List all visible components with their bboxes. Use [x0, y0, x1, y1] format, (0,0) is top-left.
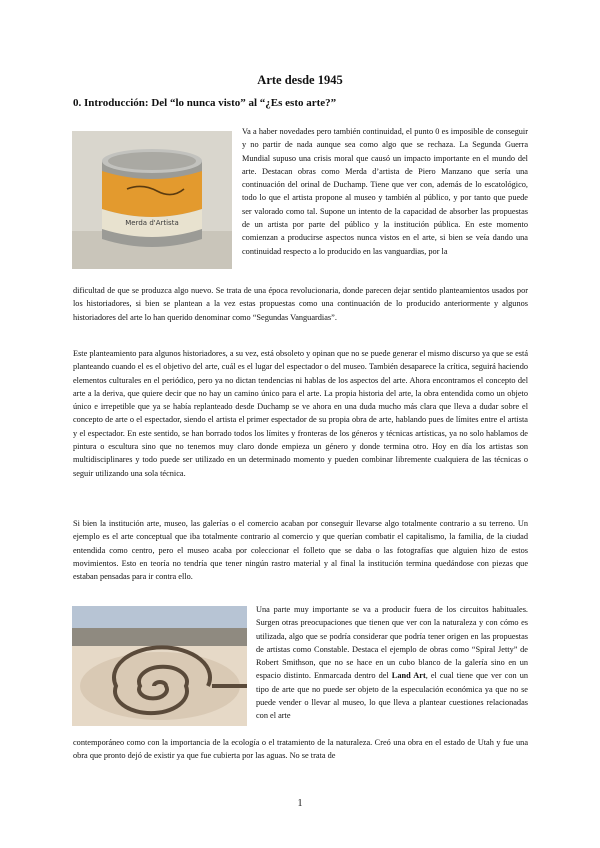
paragraph-2	[73, 347, 528, 480]
merda-d-artista-image	[72, 131, 232, 269]
paragraph-4-full-text: contemporáneo como con la importancia de la ecología o el tratamiento de la naturaleza. Creó una obra en el estado de Utah y fue una obra que pronto dejó de existir ya que fue cubierta por las aguas. No se trata de	[73, 738, 528, 761]
paragraph-2-text: Este planteamiento para algunos historiadores, a su vez, está obsoleto y opinan que no se puede generar el mismo discurso ya que se está planteando cuando el es el objetivo del arte, cuál es el lugar del espectador o del museo. También desaparece la crítica, seguirá haciendo elementos culturales en el periódico, pero ya no dictan tendencias ni hablas de los aspectos del arte. Ahora encontramos el concepto del arte a la deriva, que quiere decir que no hay un camino único para el arte. La propia historia del arte, la obra entendida como un objeto único e irrepetible que ya se había replanteado desde Duchamp se ve ahora en una duda mucho más clara que lleva a dudar sobre el concepto de arte o el espectador, siendo el artista el primer espectador de su propia obra de arte, hablando pues de límites entre el artista y el espectador. En este sentido, se han borrado todos los límites y fronteras de los géneros y técnicas artísticas, ya no solo hablamos de pintura o escultura sino que no tenemos muy claro donde empieza un género y donde termina otro. Hoy en día los artistas son multidisciplinares y todo puede ser utilizado en un determinado momento y pueden combinar libremente cualquiera de las técnicas o seguir utilizando una sola técnica.	[73, 349, 528, 478]
paragraph-4-wrapped	[256, 603, 528, 723]
can-label-text: Merda d'Artista	[125, 219, 179, 227]
section-heading: 0. Introducción: Del “lo nunca visto” al “¿Es esto arte?”	[73, 97, 337, 109]
paragraph-4-part-a: Una parte muy importante se va a producir fuera de los circuitos habituales. Surgen otras preocupaciones que tienen que ver con la naturaleza y con cómo es utilizada, algo que se podría considerar que podría tener origen en las propuestas de artistas como Constable. Destaca el ejemplo de obras como “Spiral Jetty” de Robert Smithson, que no se hace en un cubo blanco de la galería sino en un espacio distinto. Enmarcada dentro del	[256, 605, 528, 681]
paragraph-1-wrapped	[242, 125, 528, 258]
spiral-jetty-illustration	[72, 606, 247, 726]
paragraph-4-full	[73, 736, 528, 763]
paragraph-4-part-b: , el cual tiene que ver con un tipo de arte que no puede ser objeto de la especulación económica ya que no se puede vender o llevar al museo, lo que lleva a plantear cuestiones relacionadas con el arte	[256, 671, 528, 721]
paragraph-3-text: Si bien la institución arte, museo, las galerías o el comercio acaban por conseguir llevarse algo totalmente contrario a su terreno. Un ejemplo es el arte conceptual que iba totalmente contrario al comercio y que querían combatir el capitalismo, la familia, de la ciudad entendida como centro, pero el museo acaba por coleccionar el folleto que se daba o las fotografías que alguien hizo de estos movimientos. Esto en teoría no tendría que tener ningún rastro material y al final la institución termina quedándose con piezas que estaban pensadas para ir contra ello.	[73, 519, 528, 582]
paragraph-1-wrap-text: Va a haber novedades pero también continuidad, el punto 0 es imposible de conseguir y no partir de nada aunque sea como algo que se rechaza. La Segunda Guerra Mundial supuso una crisis moral que causó un impacto importante en el mundo del arte. Destacan obras como Merda d’artista de Piero Manzano que sería una continuación del orinal de Duchamp. Tiene que ver con, además de lo escatológico, todo lo que el artista propone al museo y también al público, y por tanto que puede ser valorado como tal. Supone un intento de la capacidad de absorber las propuestas de un artista por parte del público y la institución pública. En este momento comienzan a producirse aspectos nunca vistos en el arte, si bien se veía dando una continuidad respecto a lo producido en las vanguardias, por la	[242, 127, 528, 256]
paragraph-4-wrap-text	[256, 603, 528, 723]
paragraph-3	[73, 517, 528, 583]
paragraph-1-full	[73, 284, 528, 324]
document-title: Arte desde 1945	[257, 73, 343, 87]
land-art-term: Land Art	[391, 671, 426, 681]
paragraph-1-full-text: dificultad de que se produzca algo nuevo. Se trata de una época revolucionaria, donde parecen dejar sentido planteamientos usados por los historiadores, si bien se plantean a la vez estas propuestas como una continuación de lo producido anteriormente y algunos historiadores del arte lo han querido denominar como “Segundas Vanguardias”.	[73, 286, 528, 322]
page-number: 1	[297, 798, 303, 809]
tin-can-illustration	[72, 131, 232, 269]
spiral-jetty-image	[72, 606, 247, 726]
